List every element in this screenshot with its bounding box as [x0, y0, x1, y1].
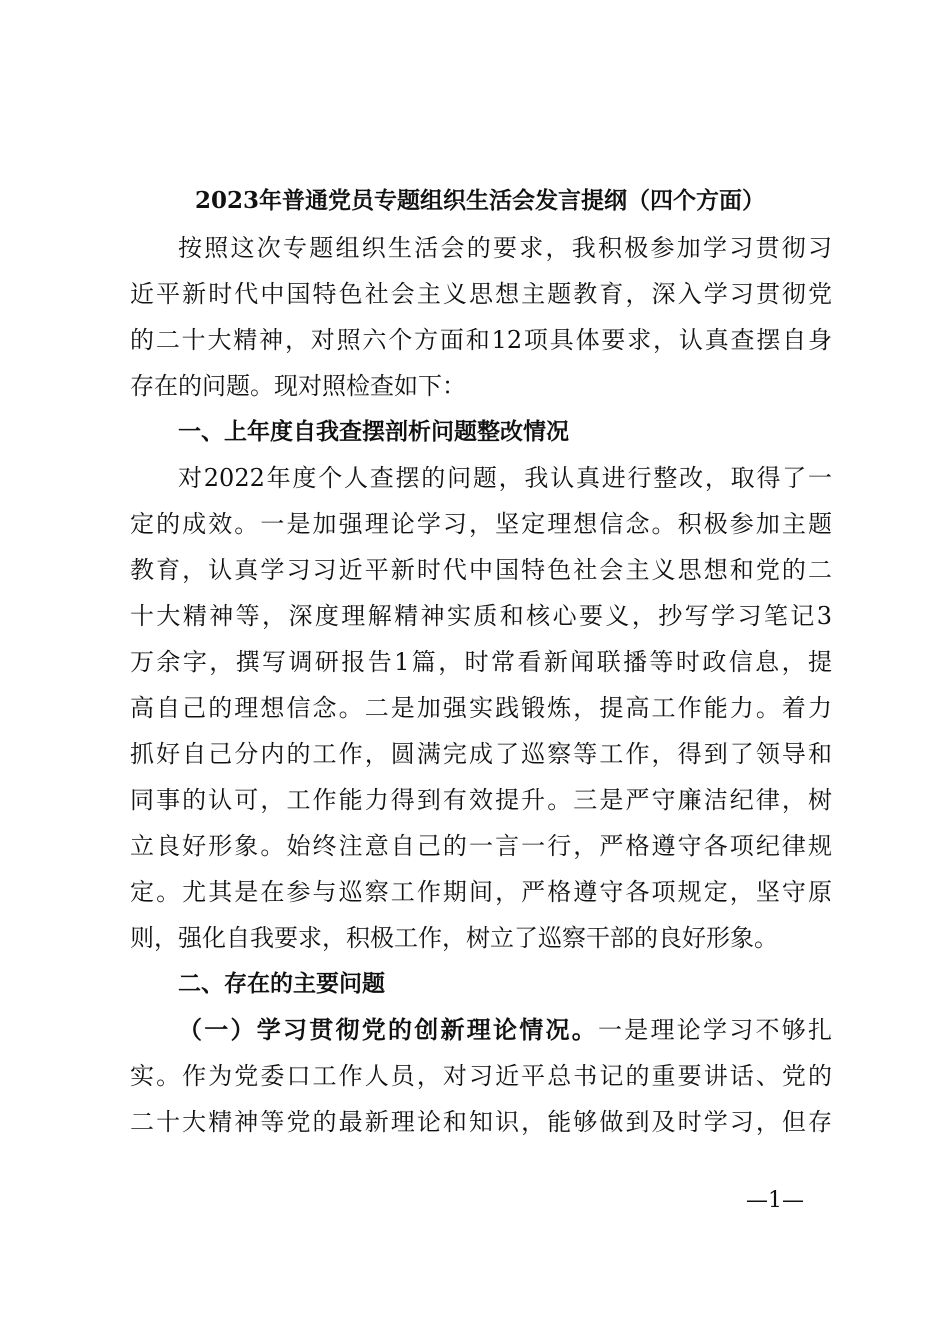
- page-number: —1—: [746, 1188, 804, 1213]
- paragraph-line: 万余字，撰写调研报告1篇，时常看新闻联播等时政信息，提: [130, 648, 832, 676]
- document-title: 2023年普通党员专题组织生活会发言提纲（四个方面）: [194, 187, 765, 214]
- paragraph-line: 十大精神等，深度理解精神实质和核心要义，抄写学习笔记3: [130, 602, 832, 630]
- paragraph-line: 二十大精神等党的最新理论和知识，能够做到及时学习，但存: [130, 1108, 832, 1136]
- paragraph-line: 定的成效。一是加强理论学习，坚定理想信念。积极参加主题: [130, 510, 832, 538]
- paragraph-line: 教育，认真学习习近平新时代中国特色社会主义思想和党的二: [130, 556, 832, 584]
- section-heading-1: 一、上年度自我查摆剖析问题整改情况: [178, 419, 569, 445]
- paragraph-line: 高自己的理想信念。二是加强实践锻炼，提高工作能力。着力: [130, 694, 832, 722]
- paragraph-line: 按照这次专题组织生活会的要求，我积极参加学习贯彻习: [178, 234, 832, 262]
- paragraph-line: 近平新时代中国特色社会主义思想主题教育，深入学习贯彻党: [130, 280, 832, 308]
- paragraph-line: 同事的认可，工作能力得到有效提升。三是严守廉洁纪律，树: [130, 786, 832, 814]
- paragraph-line: 则，强化自我要求，积极工作，树立了巡察干部的良好形象。: [130, 924, 778, 952]
- subsection-text: 一是理论学习不够扎: [598, 1016, 832, 1044]
- section-heading-2: 二、存在的主要问题: [178, 971, 385, 997]
- paragraph-line: 定。尤其是在参与巡察工作期间，严格遵守各项规定，坚守原: [130, 878, 832, 906]
- paragraph-line: 存在的问题。现对照检查如下：: [130, 372, 466, 400]
- paragraph-line: 实。作为党委口工作人员，对习近平总书记的重要讲话、党的: [130, 1062, 832, 1090]
- paragraph-line: 抓好自己分内的工作，圆满完成了巡察等工作，得到了领导和: [130, 740, 832, 768]
- document-body: [130, 225, 832, 1145]
- paragraph-line: [130, 1007, 832, 1053]
- paragraph-line: 立良好形象。始终注意自己的一言一行，严格遵守各项纪律规: [130, 832, 832, 860]
- subsection-label: （一）学习贯彻党的创新理论情况。: [178, 1015, 598, 1044]
- paragraph-line: 的二十大精神，对照六个方面和12项具体要求，认真查摆自身: [130, 326, 832, 354]
- paragraph-line: 对2022年度个人查摆的问题，我认真进行整改，取得了一: [178, 464, 832, 492]
